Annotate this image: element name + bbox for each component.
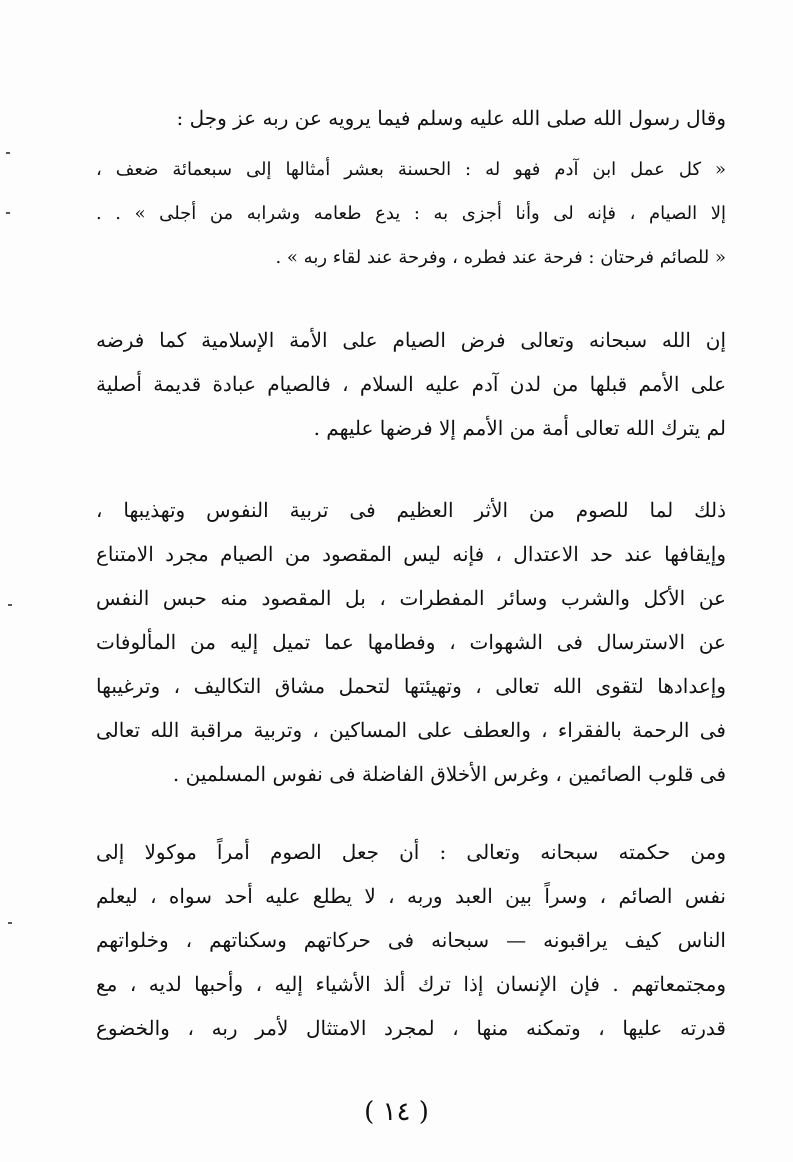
scan-mark [8, 922, 12, 924]
paragraph-line: على الأمم قبلها من لدن آدم عليه السلام ، فالصيام عبادة قديمة أصلية [96, 372, 726, 396]
paragraph-line: وإيقافها عند حد الاعتدال ، فإنه ليس المقصود من الصيام مجرد الامتناع [96, 542, 726, 566]
paragraph-line: عن الأكل والشرب وسائر المفطرات ، بل المقصود منه حبس النفس [96, 586, 726, 610]
paragraph-3 [96, 830, 726, 1050]
hadith-block [96, 148, 726, 280]
paragraph-line: إن الله سبحانه وتعالى فرض الصيام على الأمة الإسلامية كما فرضه [96, 328, 726, 352]
paragraph-line: وإعدادها لتقوى الله تعالى ، وتهيئتها لتحمل مشاق التكاليف ، وترغيبها [96, 674, 726, 698]
hadith-line: إلا الصيام ، فإنه لى وأنا أجزى به : يدع طعامه وشرابه من أجلى » . . [96, 203, 726, 224]
scan-mark [8, 604, 12, 606]
hadith-line: « كل عمل ابن آدم فهو له : الحسنة بعشر أمثالها إلى سبعمائة ضعف ، [96, 159, 726, 180]
paragraph-2 [96, 488, 726, 796]
paragraph-line: عن الاسترسال فى الشهوات ، وفطامها عما تميل إليه من المألوفات [96, 630, 726, 654]
intro-block [96, 96, 726, 140]
paragraph-line: ومجتمعاتهم . فإن الإنسان إذا ترك ألذ الأشياء إليه ، وأحبها لديه ، مع [96, 972, 726, 996]
paragraph-line: ذلك لما للصوم من الأثر العظيم فى تربية النفوس وتهذيبها ، [96, 498, 726, 522]
scan-mark [6, 212, 10, 214]
paragraph-line: فى قلوب الصائمين ، وغرس الأخلاق الفاضلة فى نفوس المسلمين . [172, 762, 726, 786]
paragraph-line: قدرته عليها ، وتمكنه منها ، لمجرد الامتثال لأمر ربه ، والخضوع [96, 1016, 726, 1040]
paragraph-line: نفس الصائم ، وسراً بين العبد وربه ، لا يطلع عليه أحد سواه ، ليعلم [96, 884, 726, 908]
page-number: ( ١٤ ) [364, 1097, 429, 1127]
paragraph-line: ومن حكمته سبحانه وتعالى : أن جعل الصوم أمراً موكولا إلى [96, 840, 726, 864]
paragraph-line: لم يترك الله تعالى أمة من الأمم إلا فرضها عليهم . [313, 416, 726, 440]
paragraph-line: الناس كيف يراقبونه — سبحانه فى حركاتهم وسكناتهم ، وخلواتهم [96, 928, 726, 952]
paragraph-line: فى الرحمة بالفقراء ، والعطف على المساكين ، وتربية مراقبة الله تعالى [96, 718, 726, 742]
scan-mark [6, 152, 10, 154]
paragraph-1 [96, 318, 726, 450]
hadith-line: « للصائم فرحتان : فرحة عند فطره ، وفرحة عند لقاء ربه » . [275, 247, 726, 268]
intro-line: وقال رسول الله صلى الله عليه وسلم فيما يرويه عن ربه عز وجل : [176, 106, 726, 130]
